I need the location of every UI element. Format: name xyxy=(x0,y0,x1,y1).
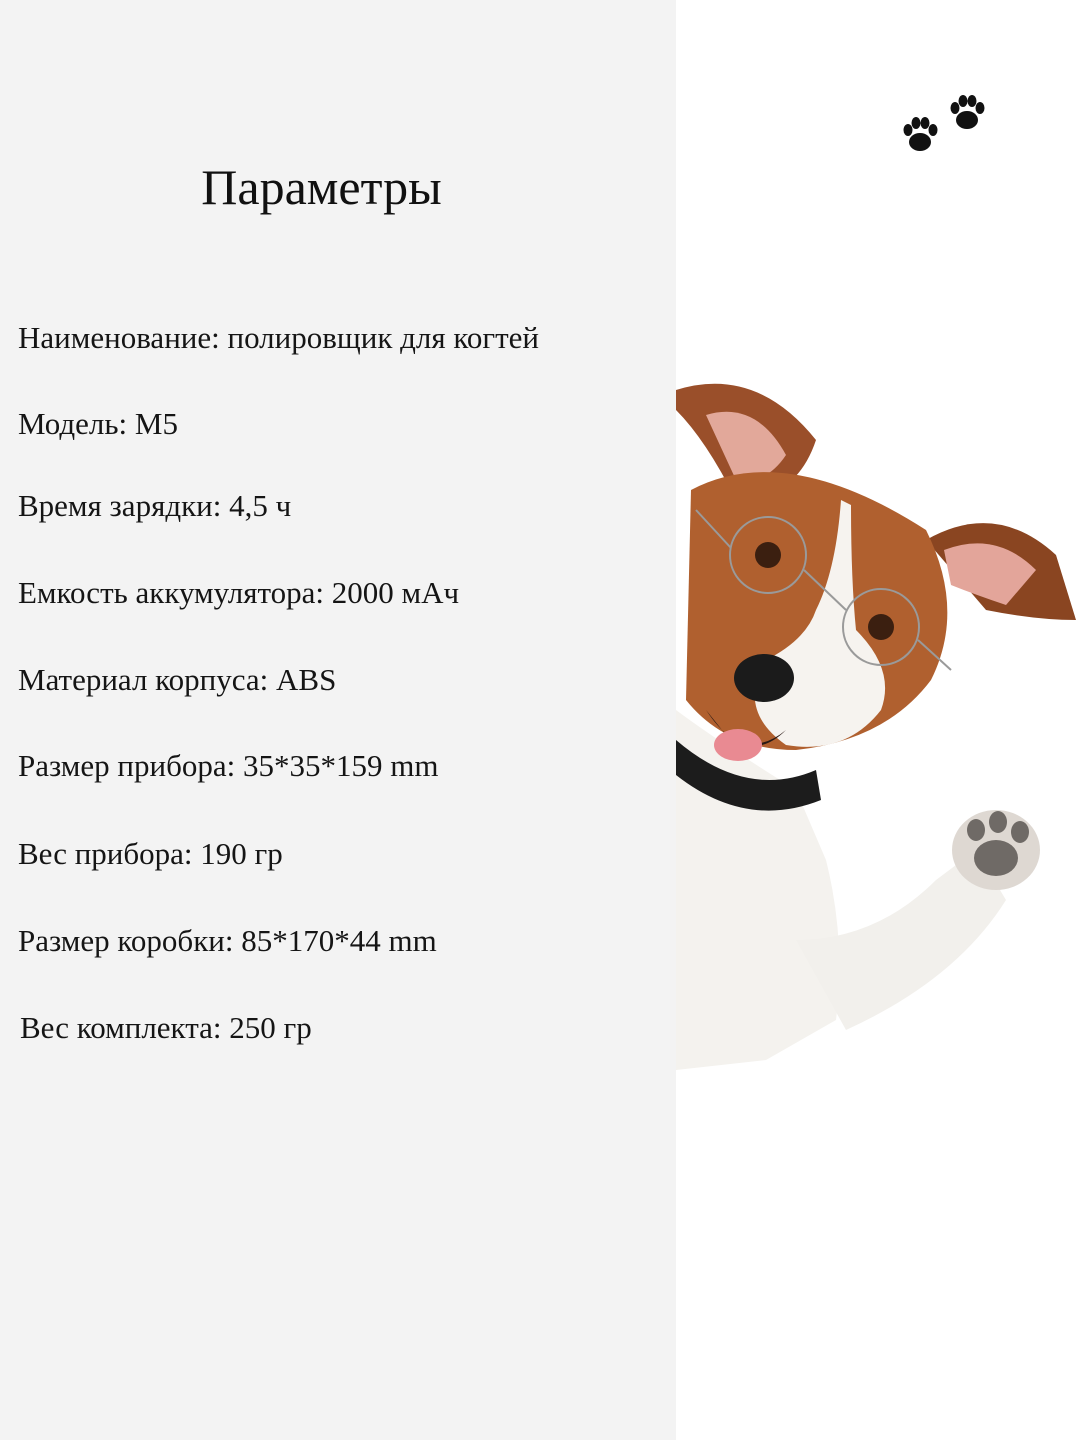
param-device-size: Размер прибора: 35*35*159 mm xyxy=(18,748,439,783)
dog-with-glasses-image xyxy=(676,380,1080,1080)
param-device-weight: Вес прибора: 190 гр xyxy=(18,836,283,871)
dog-paw xyxy=(952,810,1040,890)
param-battery: Емкость аккумулятора: 2000 мАч xyxy=(18,575,460,610)
paw-print-icon xyxy=(895,88,995,160)
paw-print-icon xyxy=(951,95,985,129)
param-name: Наименование: полировщик для когтей xyxy=(18,320,539,355)
param-kit-weight: Вес комплекта: 250 гр xyxy=(20,1010,312,1045)
page-title: Параметры xyxy=(201,159,442,215)
param-material: Материал корпуса: ABS xyxy=(18,662,337,697)
param-charge-time: Время зарядки: 4,5 ч xyxy=(18,488,292,523)
param-model: Модель: М5 xyxy=(18,406,178,441)
param-box-size: Размер коробки: 85*170*44 mm xyxy=(18,923,437,958)
paw-print-icon xyxy=(904,117,938,151)
